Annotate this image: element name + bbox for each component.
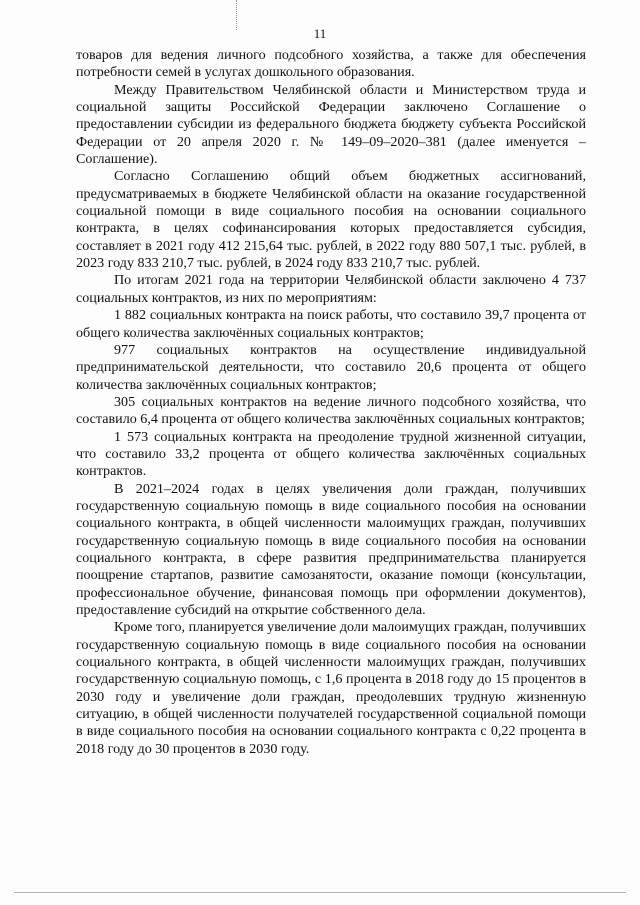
paragraph-budget-allocations: Согласно Соглашению общий объем бюджетных ассигнований, предусматриваемых в бюджете Челябинской области на оказание государственной социальной помощи в виде социального пособия на основании социального контракта, в целях софинансирования которых предоставляется субсидия, составляет в 2021 году 412 215,64 тыс. рублей, в 2022 году 880 507,1 тыс. рублей, в 2023 году 833 210,7 тыс. рублей, в 2024 году 833 210,7 тыс. рублей.: [76, 168, 586, 272]
paragraph-targets-2030: Кроме того, планируется увеличение доли малоимущих граждан, получивших государственную социальную помощь в виде социального пособия на основании социального контракта, в общей численности малоимущих граждан, получивших государственную социальную помощь, с 1,6 процента в 2018 году до 15 процентов в 2030 году и увеличение доли граждан, преодолевших трудную жизненную ситуацию, в общей численности получателей государственной социальной помощи в виде социального пособия на основании социального контракта с 0,22 процента в 2018 году до 30 процентов в 2030 году.: [76, 619, 586, 757]
page-number: 11: [313, 26, 327, 41]
paragraph-agreement: Между Правительством Челябинской области и Министерством труда и социальной защиты Российской Федерации заключено Соглашение о предоставлении субсидии из федерального бюджета бюджету субъекта Российской Федерации от 20 апреля 2020 г. № 149–09–2020–381 (далее именуется – Соглашение).: [76, 81, 586, 168]
paragraph-contracts-total: По итогам 2021 года на территории Челябинской области заключено 4 737 социальных контрактов, из них по мероприятиям:: [76, 272, 586, 306]
document-body: [76, 47, 586, 758]
paragraph-job-search: 1 882 социальных контракта на поиск работы, что составило 39,7 процента от общего количества заключённых социальных контрактов;: [76, 307, 586, 341]
paragraph-continuation: товаров для ведения личного подсобного хозяйства, а также для обеспечения потребности семей в услугах дошкольного образования.: [76, 47, 586, 81]
paragraph-plans-2021-2024: В 2021–2024 годах в целях увеличения доли граждан, получивших государственную социальную помощь в виде социального пособия на основании социального контракта, в общей численности малоимущих граждан, получивших государственную социальную помощь в виде социального пособия на основании социального контракта, в сфере развития предпринимательства планируется поощрение стартапов, развитие самозанятости, оказание помощи (консультации, профессиональное обучение, финансовая помощь при оформлении документов), предоставление субсидий на открытие собственного дела.: [76, 480, 586, 618]
paragraph-difficult-situation: 1 573 социальных контракта на преодоление трудной жизненной ситуации, что составило 33,2 процента от общего количества заключённых социальных контрактов.: [76, 428, 586, 480]
paragraph-subsidiary-farming: 305 социальных контрактов на ведение личного подсобного хозяйства, что составило 6,4 процента от общего количества заключённых социальных контрактов;: [76, 393, 586, 428]
paragraph-entrepreneurship: 977 социальных контрактов на осуществление индивидуальной предпринимательской деятельности, что составило 20,6 процента от общего количества заключённых социальных контрактов;: [76, 341, 586, 393]
bottom-rule: [14, 892, 626, 893]
